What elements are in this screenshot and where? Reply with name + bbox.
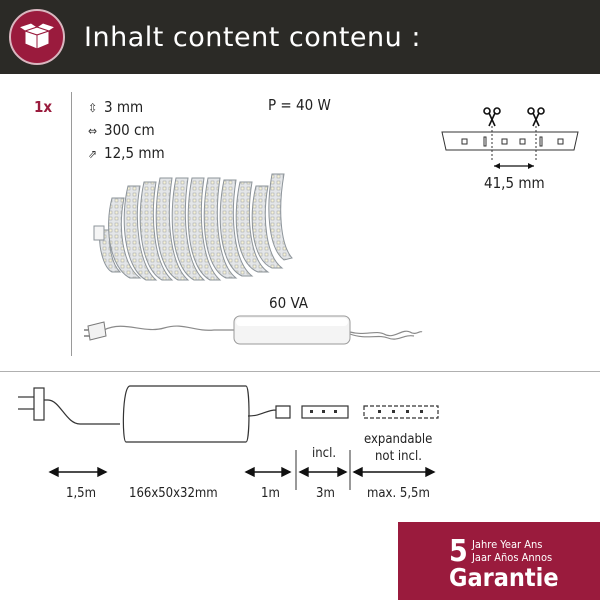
cable-length-label: 1,5m <box>66 486 96 501</box>
cut-length-label: 41,5 mm <box>484 174 545 192</box>
open-box-icon <box>9 9 65 65</box>
max-length-label: max. 5,5m <box>367 486 430 501</box>
expandable-label: expandable <box>364 432 433 447</box>
not-included-label: not incl. <box>375 449 422 464</box>
power-label: P = 40 W <box>268 96 331 114</box>
length-arrow-icon: ⇔ <box>88 124 98 138</box>
strip-length-label: 3m <box>316 486 335 501</box>
quantity-label: 1x <box>34 98 53 116</box>
led-strip-coil-image <box>90 168 300 290</box>
section-divider <box>0 371 600 372</box>
scissors-icon <box>528 108 544 126</box>
cut-diagram <box>440 100 580 178</box>
spec-length <box>88 121 155 139</box>
spec-width <box>88 144 165 162</box>
spec-height-value: 3 mm <box>104 98 144 116</box>
included-label: incl. <box>312 446 337 461</box>
guarantee-years: 5 <box>449 534 468 569</box>
width-arrow-icon: ⇗ <box>88 147 98 161</box>
guarantee-word: Garantie <box>449 563 559 592</box>
guarantee-line-2: Jaar Años Annos <box>472 551 553 564</box>
height-arrow-icon: ⇳ <box>88 101 98 115</box>
power-adapter-image <box>84 310 424 350</box>
system-diagram <box>0 380 600 490</box>
adapter-size-label: 166x50x32mm <box>129 486 218 501</box>
lead-length-label: 1m <box>261 486 280 501</box>
divider <box>71 92 72 356</box>
adapter-power-label: 60 VA <box>269 294 308 312</box>
header-bar <box>0 0 600 74</box>
scissors-icon <box>484 108 500 126</box>
spec-width-value: 12,5 mm <box>104 144 165 162</box>
guarantee-line-1: Jahre Year Ans <box>472 538 543 551</box>
spec-height <box>88 98 143 116</box>
page-title: Inhalt content contenu : <box>84 22 421 53</box>
spec-length-value: 300 cm <box>104 121 155 139</box>
